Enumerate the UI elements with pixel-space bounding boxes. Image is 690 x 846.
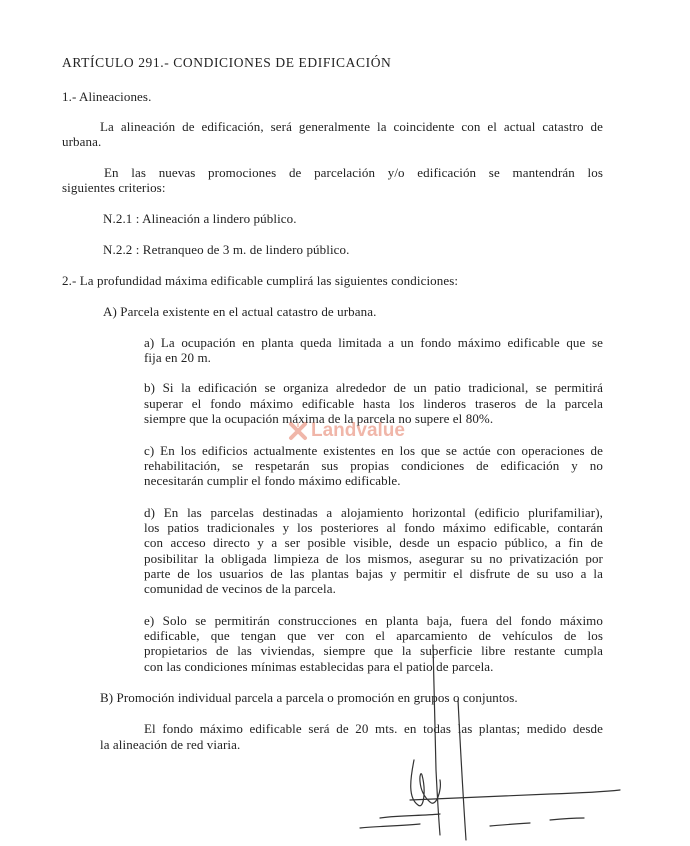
para2-line1: En las nuevas promociones de parcelación y/o edificación se mantendrán los	[104, 165, 603, 180]
item-c-line2: rehabilitación, se respetarán sus propias condiciones de edificación y no	[144, 458, 603, 473]
item-d-line4: posibilitar la obligada limpieza de los mismos, asegurar su no privatización por	[144, 551, 603, 566]
item-d-line5: parte de los usuarios de las plantas bajas y permitir el disfrute de su uso a la	[144, 566, 603, 581]
para1-line1: La alineación de edificación, será generalmente la coincidente con el actual catastro de	[100, 119, 603, 134]
sub-a-heading: A) Parcela existente en el actual catastro de urbana.	[103, 304, 377, 319]
item-e-line1: e) Solo se permitirán construcciones en planta baja, fuera del fondo máximo	[144, 613, 603, 628]
item-d-line3: con acceso directo y a ser posible visible, desde un espacio público, a fin de	[144, 535, 603, 550]
para1-line2: urbana.	[62, 134, 102, 149]
item-n22: N.2.2 : Retranqueo de 3 m. de lindero público.	[103, 242, 350, 257]
handwritten-signature	[340, 640, 640, 846]
item-c-line3: necesitarán cumplir el fondo máximo edificable.	[144, 473, 401, 488]
x-mark-icon	[288, 421, 308, 441]
section-1-heading: 1.- Alineaciones.	[62, 89, 152, 104]
item-b-line2: superar el fondo máximo edificable hasta los linderos traseros de la parcela	[144, 396, 603, 411]
watermark-text: Landvalue	[311, 420, 405, 441]
landvalue-watermark	[288, 420, 405, 442]
final-line1: El fondo máximo edificable será de 20 mts. en todas las plantas; medido desde	[144, 721, 603, 736]
item-a-line1: a) La ocupación en planta queda limitada a un fondo máximo edificable que se	[144, 335, 603, 350]
item-d-line2: los patios tradicionales y los posteriores al fondo máximo edificable, contarán	[144, 520, 603, 535]
item-n21: N.2.1 : Alineación a lindero público.	[103, 211, 297, 226]
section-2-heading: 2.- La profundidad máxima edificable cumplirá las siguientes condiciones:	[62, 273, 459, 288]
article-title: ARTÍCULO 291.- CONDICIONES DE EDIFICACIÓN	[62, 55, 392, 70]
item-d-line1: d) En las parcelas destinadas a alojamiento horizontal (edificio plurifamiliar),	[144, 505, 603, 520]
item-a-line2: fija en 20 m.	[144, 350, 212, 365]
item-c-line1: c) En los edificios actualmente existentes en los que se actúe con operaciones de	[144, 443, 603, 458]
sub-b-heading: B) Promoción individual parcela a parcela o promoción en grupos o conjuntos.	[100, 690, 518, 705]
item-e-line2: edificable, que tengan que ver con el aparcamiento de vehículos de los	[144, 628, 603, 643]
item-b-line1: b) Si la edificación se organiza alrededor de un patio tradicional, se permitirá	[144, 380, 603, 395]
item-e-line3: propietarios de las viviendas, siempre que la superficie libre restante cumpla	[144, 643, 603, 658]
item-b-line3: siempre que la ocupación máxima de la parcela no supere el 80%.	[144, 411, 494, 426]
para2-line2: siguientes criterios:	[62, 180, 166, 195]
item-d-line6: comunidad de vecinos de la parcela.	[144, 581, 336, 596]
item-e-line4: con las condiciones mínimas establecidas para el patio de parcela.	[144, 659, 494, 674]
final-line2: la alineación de red viaria.	[100, 737, 241, 752]
